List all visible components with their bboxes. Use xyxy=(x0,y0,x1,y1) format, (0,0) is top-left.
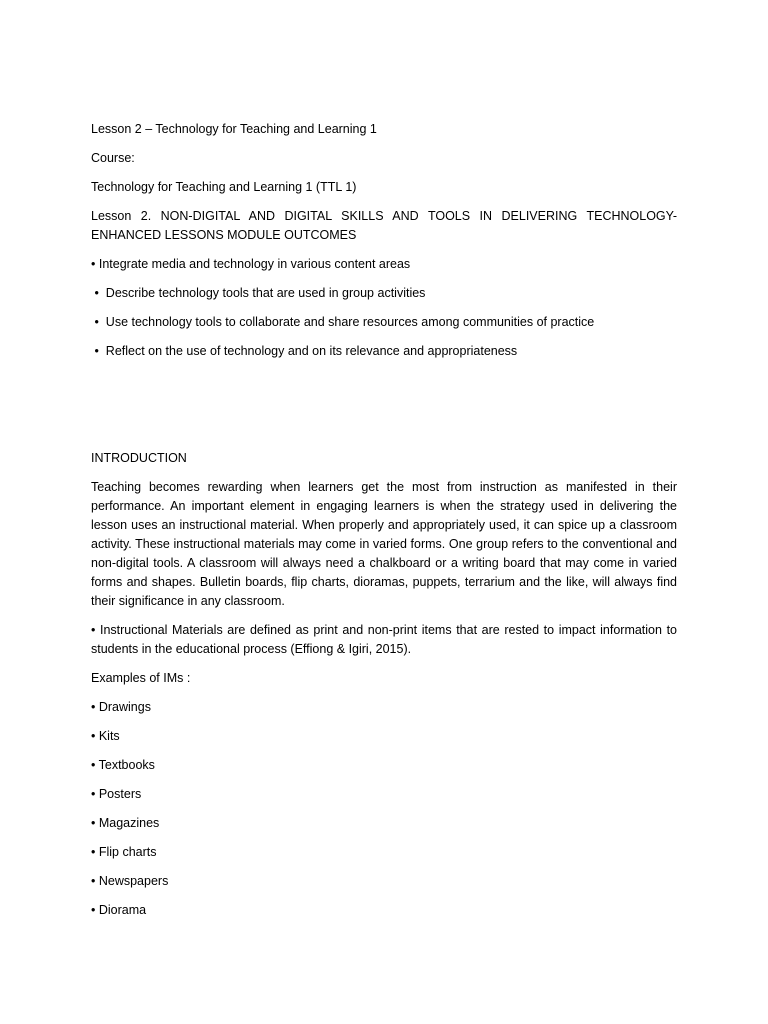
outcome-item: • Use technology tools to collaborate and share resources among communities of practice xyxy=(91,315,595,329)
course-label: Course: xyxy=(91,151,135,165)
course-name: Technology for Teaching and Learning 1 (TTL 1) xyxy=(91,180,357,194)
im-definition: • Instructional Materials are defined as print and non-print items that are rested to impact information to students in the educational process (Effiong & Igiri, 2015). xyxy=(91,623,677,656)
module-outcomes-list xyxy=(91,255,677,361)
introduction-heading: INTRODUCTION xyxy=(91,451,187,465)
example-item: • Textbooks xyxy=(91,758,155,772)
introduction-paragraph: Teaching becomes rewarding when learners get the most from instruction as manifested in their performance. An important element in engaging learners is when the strategy used in delivering the lesson uses an instructional material. When properly and appropriately used, it can spice up a classroom activity. These instructional materials may come in varied forms. One group refers to the conventional and non-digital tools. A classroom will always need a chalkboard or a writing board that may come in varied forms and shapes. Bulletin boards, flip charts, dioramas, puppets, terrarium and the like, will always find their significance in any classroom. xyxy=(91,480,677,608)
outcome-item: • Reflect on the use of technology and on its relevance and appropriateness xyxy=(91,344,518,358)
lesson-heading: Lesson 2. NON-DIGITAL AND DIGITAL SKILLS AND TOOLS IN DELIVERING TECHNOLOGY-ENHANCED LESSONS MODULE OUTCOMES xyxy=(91,209,677,242)
document-body xyxy=(91,120,677,920)
example-item: • Magazines xyxy=(91,816,160,830)
examples-label: Examples of IMs : xyxy=(91,671,191,685)
example-item: • Flip charts xyxy=(91,845,157,859)
example-item: • Diorama xyxy=(91,903,147,917)
example-item: • Kits xyxy=(91,729,120,743)
example-item: • Posters xyxy=(91,787,142,801)
outcome-item: • Integrate media and technology in various content areas xyxy=(91,257,411,271)
example-item: • Drawings xyxy=(91,700,151,714)
example-item: • Newspapers xyxy=(91,874,169,888)
lesson-title: Lesson 2 – Technology for Teaching and Learning 1 xyxy=(91,122,377,136)
examples-list xyxy=(91,698,677,920)
outcome-item: • Describe technology tools that are used in group activities xyxy=(91,286,426,300)
